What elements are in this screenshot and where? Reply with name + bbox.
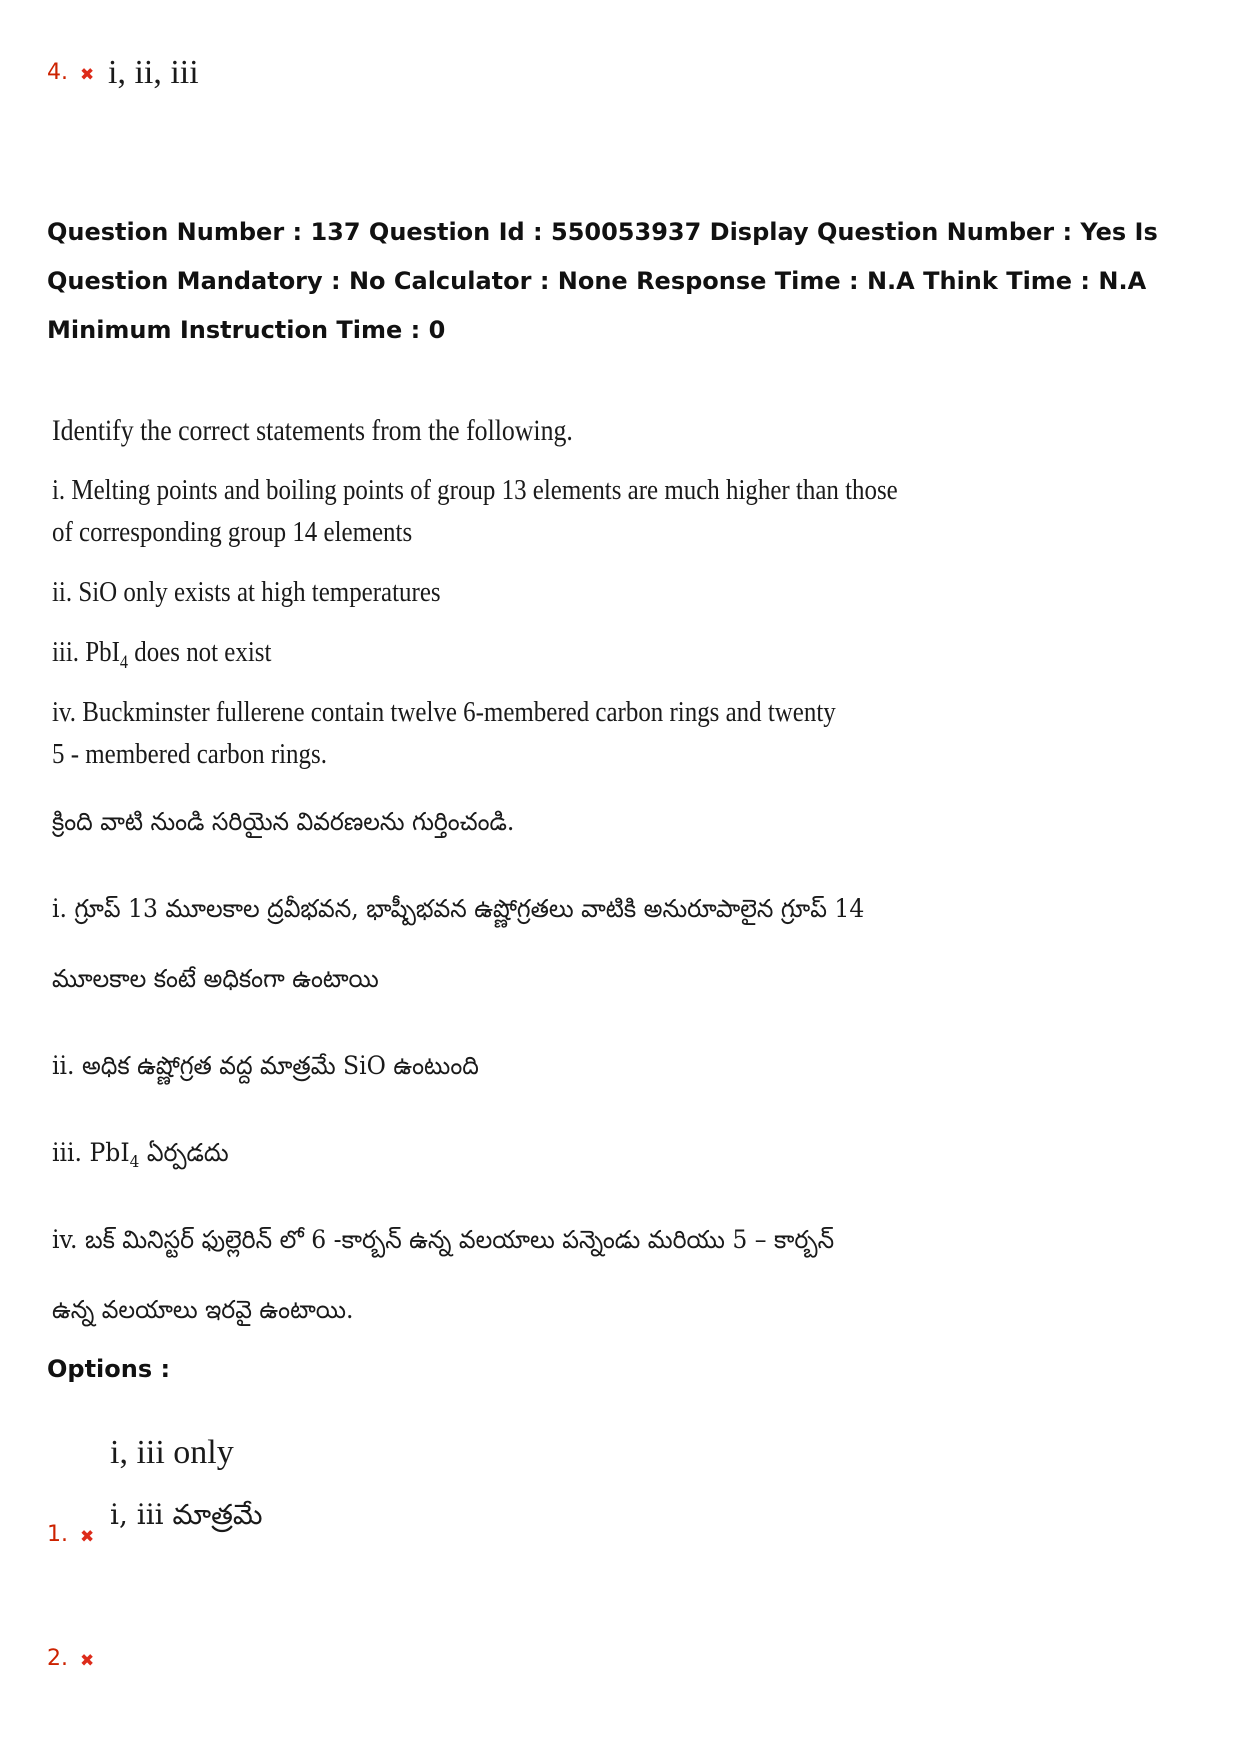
statement-1-line-2: of corresponding group 14 elements — [52, 516, 413, 548]
telugu-statement-1-line-2: మూలకాల కంటే అధికంగా ఉంటాయి — [52, 964, 379, 993]
option-number: 4. — [47, 60, 68, 85]
option-number: 2. — [47, 1646, 68, 1671]
statement-1-line-1: i. Melting points and boiling points of group 13 elements are much higher than those — [52, 474, 898, 506]
option-2[interactable] — [47, 1648, 94, 1670]
telugu-statement-2: ii. అధిక ఉష్ణోగ్రత వద్ద మాత్రమే SiO ఉంటుంది — [52, 1051, 479, 1080]
cross-icon: ✖ — [80, 65, 95, 85]
cross-icon: ✖ — [80, 1527, 95, 1547]
telugu-statement-3: iii. PbI$_4$ ఏర్పడదు — [52, 1138, 229, 1171]
statement-3: iii. PbI$_4$ does not exist — [52, 636, 272, 673]
option-1-text-english: i, iii only — [110, 1434, 234, 1471]
statement-4-line-2: 5 - membered carbon rings. — [52, 738, 327, 770]
question-meta: Question Number : 137 Question Id : 550053937 Display Question Number : Yes Is Question Mandatory : No Calculator : None Response Time : N.A Think Time : N.A Minimum Instruction Time : 0 — [47, 218, 1158, 344]
option-1-text-telugu: i, iii మాత్రమే — [110, 1498, 263, 1531]
question-prompt: Identify the correct statements from the following. — [52, 414, 573, 447]
prev-option-4[interactable] — [47, 62, 94, 84]
question-prompt-telugu: క్రింది వాటి నుండి సరియైన వివరణలను గుర్తించండి. — [52, 807, 515, 836]
statement-4-line-1: iv. Buckminster fullerene contain twelve 6-membered carbon rings and twenty — [52, 696, 836, 728]
option-text: i, ii, iii — [108, 54, 199, 91]
telugu-statement-4-line-2: ఉన్న వలయాలు ఇరవై ఉంటాయి. — [52, 1295, 354, 1324]
option-number: 1. — [47, 1522, 68, 1547]
telugu-statement-1-line-1: i. గ్రూప్ 13 మూలకాల ద్రవీభవన, భాష్పీభవన ఉష్ణోగ్రతలు వాటికి అనురూపాలైన గ్రూప్ 14 — [52, 894, 865, 923]
statement-2: ii. SiO only exists at high temperatures — [52, 576, 441, 608]
telugu-statement-4-line-1: iv. బక్ మినిస్టర్ ఫుల్లెరిన్ లో 6 -కార్బన్ ఉన్న వలయాలు పన్నెండు మరియు 5 – కార్బన్ — [52, 1225, 835, 1254]
options-label: Options : — [47, 1355, 171, 1383]
cross-icon: ✖ — [80, 1651, 95, 1671]
option-1[interactable] — [47, 1524, 94, 1546]
